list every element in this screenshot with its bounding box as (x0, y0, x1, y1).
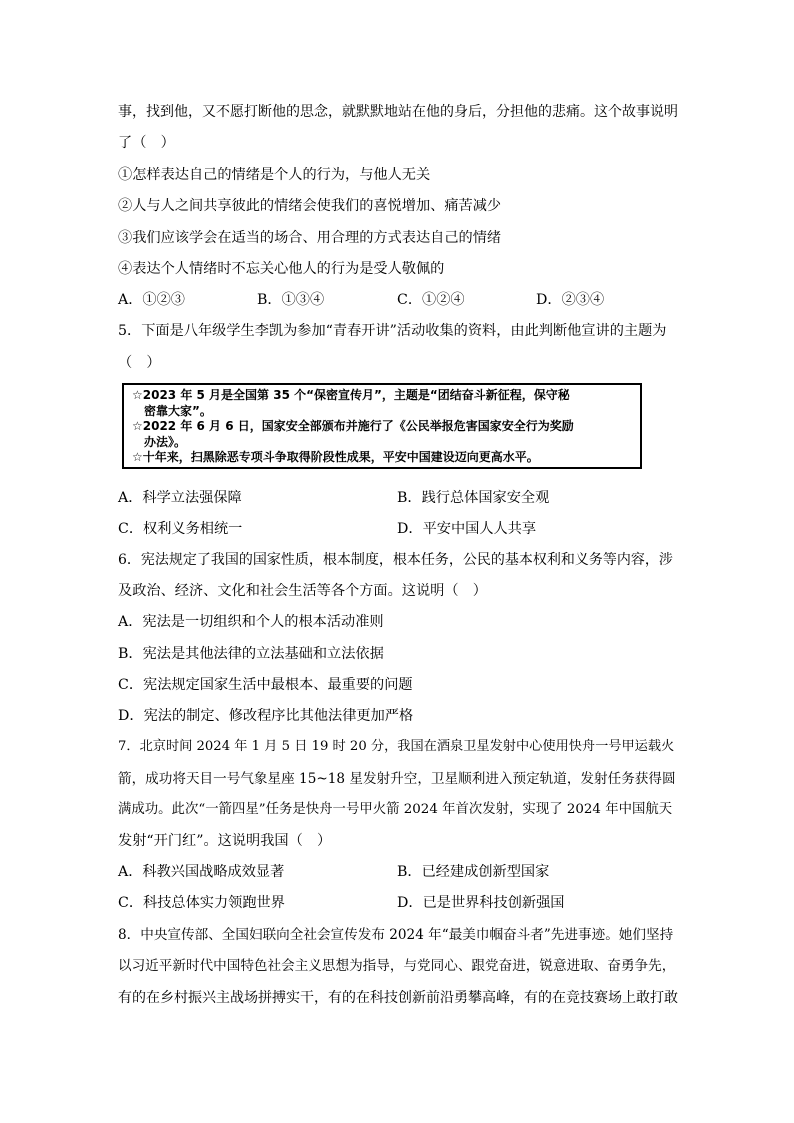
q7-stem-line-2: 箭，成功将天目一号气象星座 15~18 星发射升空，卫星顺利进入预定轨道，发射任务获得圆 (118, 771, 676, 787)
q5-material-box (122, 383, 642, 469)
q7-option-b[interactable]: B．已经建成创新型国家 (397, 864, 550, 880)
q6-stem-line-2: 及政治、经济、文化和社会生活等各个方面。这说明（ ） (118, 583, 487, 599)
q7-option-c[interactable]: C．科技总体实力领跑世界 (118, 895, 285, 911)
q5-option-c[interactable]: C．权利义务相统一 (118, 521, 243, 537)
q4-option-a[interactable]: A．①②③ (118, 292, 185, 308)
q4-statement-1: ①怎样表达自己的情绪是个人的行为，与他人无关 (118, 167, 431, 183)
q8-stem-line-2: 以习近平新时代中国特色社会主义思想为指导，与党同心、跟党奋进，锐意进取、奋勇争先， (118, 958, 676, 974)
q4-option-c[interactable]: C．①②④ (397, 292, 465, 308)
q7-stem-line-1: 7．北京时间 2024 年 1 月 5 日 19 时 20 分，我国在酒泉卫星发射中心使用快舟一号甲运载火 (118, 739, 675, 754)
q6-stem-line-1: 6．宪法规定了我国的国家性质，根本制度，根本任务，公民的基本权利和义务等内容，涉 (118, 552, 673, 568)
q4-option-d[interactable]: D．②③④ (536, 292, 605, 308)
q5-option-d[interactable]: D．平安中国人人共享 (397, 521, 537, 537)
q6-option-b[interactable]: B．宪法是其他法律的立法基础和立法依据 (118, 646, 384, 662)
q5-stem-line-2: （ ） (118, 355, 161, 371)
q5-material-line-3: ☆2022 年 6 月 6 日，国家安全部颁布并施行了《公民举报危害国家安全行为奖励 (132, 419, 574, 433)
q5-material-line-5: ☆十年来，扫黑除恶专项斗争取得阶段性成果，平安中国建设迈向更高水平。 (132, 450, 539, 464)
q4-stem-line-2: 了（ ） (118, 135, 175, 151)
q7-stem-line-3: 满成功。此次“一箭四星”任务是快舟一号甲火箭 2024 年首次发射，实现了 2024 年中国航天 (118, 802, 673, 817)
q4-statement-2: ②人与人之间共享彼此的情绪会使我们的喜悦增加、痛苦减少 (118, 198, 502, 214)
q4-statement-4: ④表达个人情绪时不忘关心他人的行为是受人敬佩的 (118, 261, 445, 277)
q7-option-d[interactable]: D．已是世界科技创新强国 (397, 895, 565, 911)
q5-material-line-4: 办法》。 (144, 434, 187, 449)
q7-option-a[interactable]: A．科教兴国战略成效显著 (118, 864, 285, 880)
q6-option-a[interactable]: A．宪法是一切组织和个人的根本活动准则 (118, 614, 384, 630)
q4-stem-line-1: 事，找到他，又不愿打断他的思念，就默默地站在他的身后，分担他的悲痛。这个故事说明 (118, 104, 678, 120)
q5-material-line-2: 密靠大家”。 (144, 403, 212, 418)
q5-material-line-1: ☆2023 年 5 月是全国第 35 个“保密宣传月”，主题是“团结奋斗新征程，保守秘 (132, 388, 570, 402)
q6-option-d[interactable]: D．宪法的制定、修改程序比其他法律更加严格 (118, 708, 414, 724)
q7-stem-line-4: 发射“开门红”。这说明我国（ ） (118, 833, 332, 849)
q6-option-c[interactable]: C．宪法规定国家生活中最根本、最重要的问题 (118, 677, 413, 693)
q4-statement-3: ③我们应该学会在适当的场合、用合理的方式表达自己的情绪 (118, 230, 502, 246)
q5-option-a[interactable]: A．科学立法强保障 (118, 490, 242, 506)
q4-option-b[interactable]: B．①③④ (257, 292, 325, 308)
q8-stem-line-3: 有的在乡村振兴主战场拼搏实干，有的在科技创新前沿勇攀高峰，有的在竞技赛场上敢打敢 (118, 990, 678, 1006)
q5-option-b[interactable]: B．践行总体国家安全观 (397, 490, 550, 506)
q5-stem-line-1: 5．下面是八年级学生李凯为参加“青春开讲”活动收集的资料，由此判断他宣讲的主题为 (118, 323, 667, 339)
q8-stem-line-1: 8．中央宣传部、全国妇联向全社会宣传发布 2024 年“最美巾帼奋斗者”先进事迹。她们坚持 (118, 927, 674, 943)
